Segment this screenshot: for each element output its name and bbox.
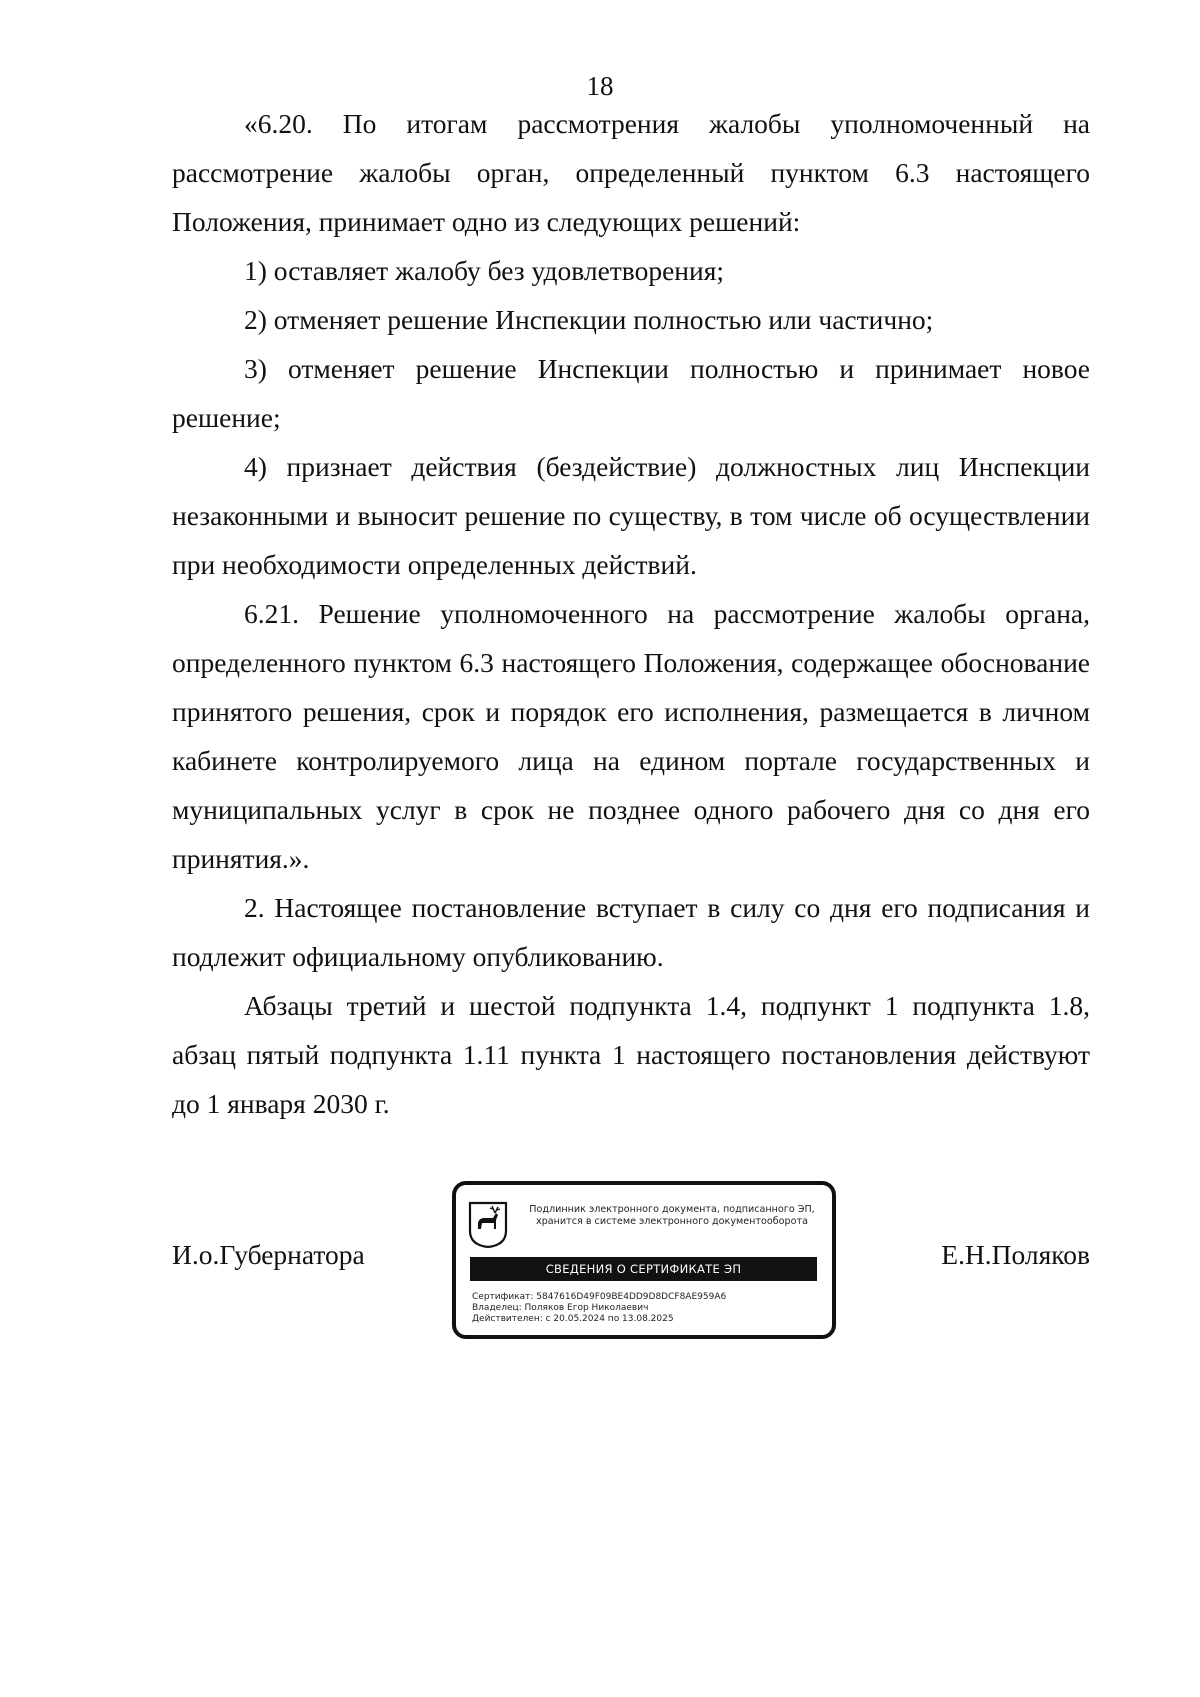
stamp-owner: Владелец: Поляков Егор Николаевич [472,1303,649,1313]
signatory-position: И.о.Губернатора [172,1239,365,1270]
stamp-certificate-number: Сертификат: 5847616D49F09BE4DD9D8DCF8AE959A6 [472,1292,727,1302]
paragraph-6-21: 6.21. Решение уполномоченного на рассмотрение жалобы органа, определенного пунктом 6.3 настоящего Положения, содержащее обоснование принятого решения, срок и порядок его исполнения, размещается в личном кабинете контролируемого лица на едином портале государственных и муниципальных услуг в срок не позднее одного рабочего дня со дня его принятия.». [172,598,1090,874]
electronic-signature-stamp [452,1181,836,1339]
paragraph-2-effective: 2. Настоящее постановление вступает в силу со дня его подписания и подлежит официальному опубликованию. [172,892,1090,972]
stamp-validity: Действителен: с 20.05.2024 по 13.08.2025 [472,1314,674,1324]
stamp-certificate-title: СВЕДЕНИЯ О СЕРТИФИКАТЕ ЭП [470,1257,817,1281]
stamp-certificate-details [472,1292,822,1325]
coat-of-arms-deer-icon [468,1201,508,1249]
list-item-3: 3) отменяет решение Инспекции полностью и принимает новое решение; [172,353,1090,433]
page-number: 18 [586,71,614,101]
signatory-name: Е.Н.Поляков [941,1239,1090,1270]
list-item-1: 1) оставляет жалобу без удовлетворения; [244,255,725,286]
list-item-4: 4) признает действия (бездействие) должностных лиц Инспекции незаконными и выносит решение по существу, в том числе об осуществлении при необходимости определенных действий. [172,451,1090,580]
stamp-header-line-2: хранится в системе электронного документооборота [536,1216,808,1227]
stamp-header-line-1: Подлинник электронного документа, подписанного ЭП, [529,1204,815,1215]
document-body [172,99,1090,1128]
paragraph-6-20: «6.20. По итогам рассмотрения жалобы уполномоченный на рассмотрение жалобы орган, определенный пунктом 6.3 настоящего Положения, принимает одно из следующих решений: [172,108,1090,237]
stamp-header [514,1204,830,1228]
paragraph-validity-note: Абзацы третий и шестой подпункта 1.4, подпункт 1 подпункта 1.8, абзац пятый подпункта 1.11 пункта 1 настоящего постановления действуют до 1 января 2030 г. [172,990,1090,1119]
list-item-2: 2) отменяет решение Инспекции полностью или частично; [244,304,934,335]
